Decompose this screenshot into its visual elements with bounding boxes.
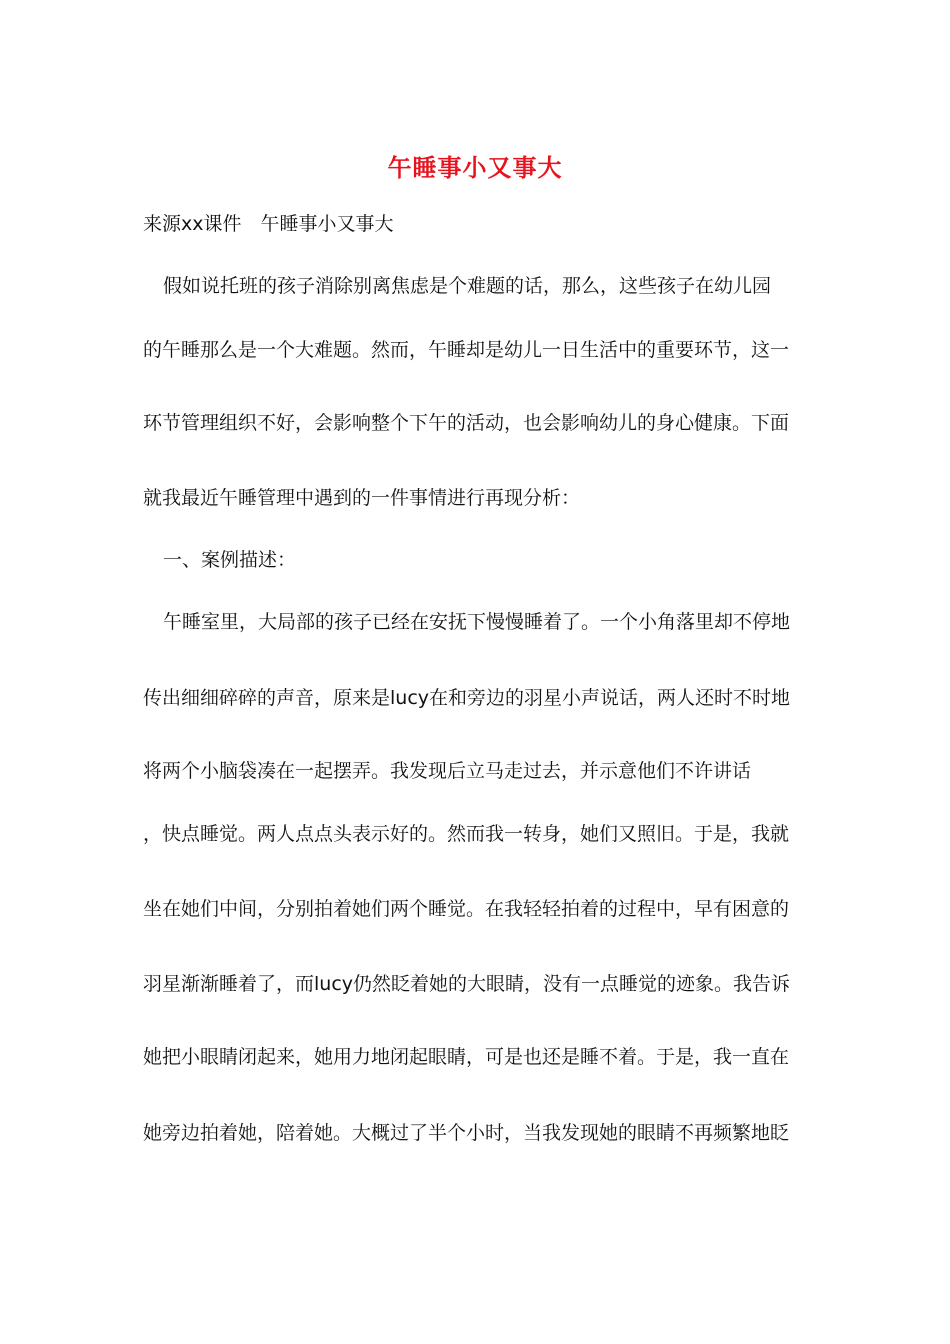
- paragraph-line: 环节管理组织不好，会影响整个下午的活动，也会影响幼儿的身心健康。下面: [143, 412, 790, 434]
- paragraph-line: 坐在她们中间，分别拍着她们两个睡觉。在我轻轻拍着的过程中，早有困意的: [143, 898, 790, 920]
- paragraph-line: ，快点睡觉。两人点点头表示好的。然而我一转身，她们又照旧。于是，我就: [143, 823, 790, 845]
- paragraph-line: 传出细细碎碎的声音，原来是lucy在和旁边的羽星小声说话，两人还时不时地: [143, 687, 791, 709]
- paragraph-line: 假如说托班的孩子消除别离焦虑是个难题的话，那么，这些孩子在幼儿园: [163, 275, 772, 297]
- paragraph-line: 就我最近午睡管理中遇到的一件事情进行再现分析：: [143, 487, 581, 509]
- paragraph-line: 她把小眼睛闭起来，她用力地闭起眼睛，可是也还是睡不着。于是，我一直在: [143, 1046, 790, 1068]
- paragraph-line: 的午睡那么是一个大难题。然而，午睡却是幼儿一日生活中的重要环节，这一: [143, 339, 790, 361]
- document-title: 午睡事小又事大: [387, 153, 563, 182]
- paragraph-line: 午睡室里，大局部的孩子已经在安抚下慢慢睡着了。一个小角落里却不停地: [163, 611, 791, 633]
- source-line: 来源xx课件 午睡事小又事大: [143, 213, 394, 235]
- paragraph-line: 将两个小脑袋凑在一起摆弄。我发现后立马走过去，并示意他们不许讲话: [143, 760, 752, 782]
- section-heading: 一、案例描述：: [163, 549, 297, 571]
- paragraph-line: 她旁边拍着她，陪着她。大概过了半个小时，当我发现她的眼睛不再频繁地眨: [143, 1122, 790, 1144]
- paragraph-line: 羽星渐渐睡着了，而lucy仍然眨着她的大眼睛，没有一点睡觉的迹象。我告诉: [143, 973, 791, 995]
